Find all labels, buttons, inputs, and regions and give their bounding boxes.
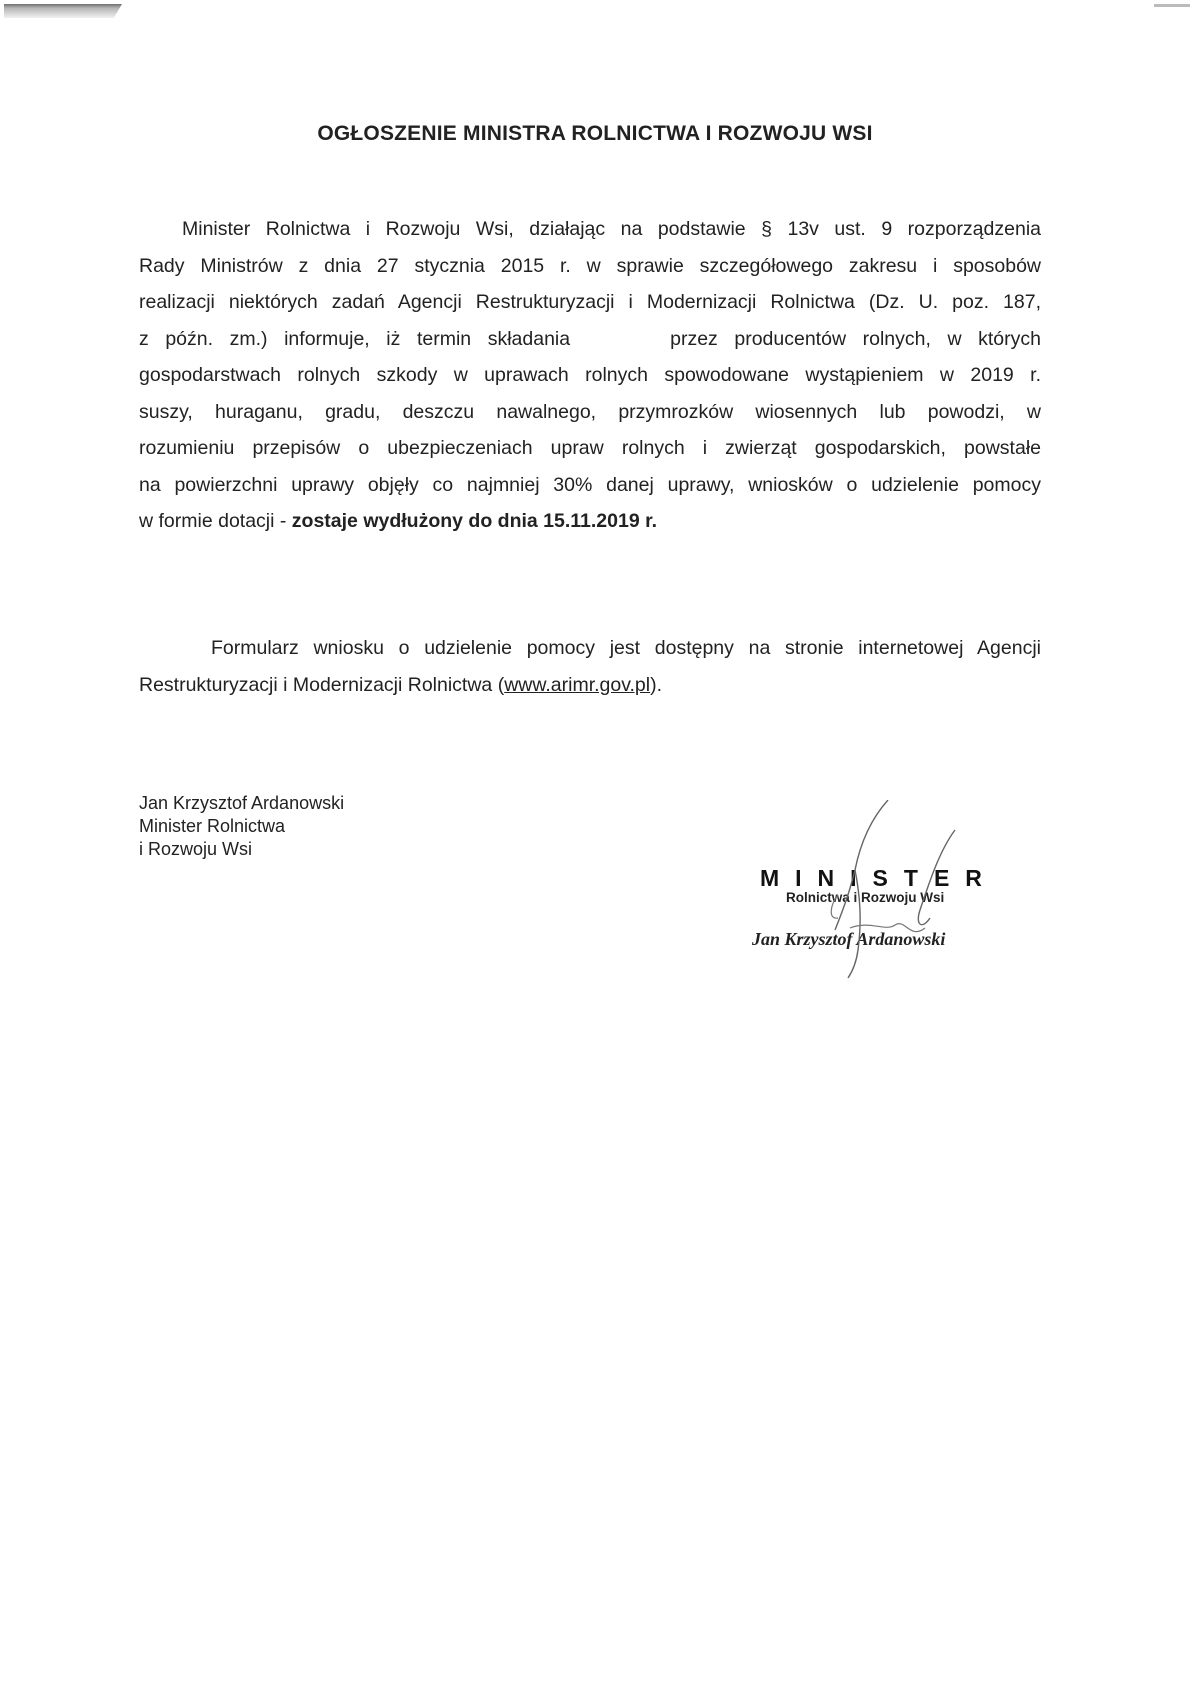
paragraph-line-part: w formie dotacji - [139,510,292,532]
paragraph-line-final [139,503,1041,540]
stamp-subtitle: Rolnictwa i Rozwoju Wsi [786,890,945,905]
paragraph-line: gospodarstwach rolnych szkody w uprawach rolnych spowodowane wystąpieniem w 2019 r. [139,364,1041,386]
paragraph-line: Formularz wniosku o udzielenie pomocy jest dostępny na stronie internetowej Agencji [211,637,1041,659]
document-title: OGŁOSZENIE MINISTRA ROLNICTWA I ROZWOJU WSI [317,122,873,145]
scan-edge-shadow [4,4,122,18]
minister-stamp [752,865,1020,950]
signatory-name: Jan Krzysztof Ardanowski [139,793,345,813]
paragraph-line-with-gap [139,321,1041,358]
signatory-role: i Rozwoju Wsi [139,839,253,859]
paragraph-line: na powierzchni uprawy objęły co najmniej 30% danej uprawy, wniosków o udzielenie pomocy [139,473,1041,496]
form-info-paragraph [139,630,1041,703]
paragraph-line [139,667,1041,704]
paragraph-line: Minister Rolnictwa i Rozwoju Wsi, działając na podstawie § 13v ust. 9 rozporządzenia [182,218,1041,240]
paragraph-line-part: z późn. zm.) informuje, iż termin składania [139,327,571,350]
paragraph-line: rozumieniu przepisów o ubezpieczeniach upraw rolnych i zwierząt gospodarskich, powstałe [139,437,1041,459]
paragraph-line-part: przez producentów rolnych, w których [670,327,1041,350]
announcement-paragraph [139,211,1041,540]
paragraph-line: Rady Ministrów z dnia 27 stycznia 2015 r. w sprawie szczegółowego zakresu i sposobów [139,254,1041,277]
paragraph-line: suszy, huraganu, gradu, deszczu nawalnego, przymrozków wiosennych lub powodzi, w [139,400,1041,423]
signatory-role: Minister Rolnictwa [139,816,286,836]
paragraph-line: realizacji niektórych zadań Agencji Restrukturyzacji i Modernizacji Rolnictwa (Dz. U. poz. 187, [139,291,1041,313]
arimr-website-link[interactable]: www.arimr.gov.pl [504,673,651,696]
stamp-title: MINISTER [760,865,998,891]
stamp-name: Jan Krzysztof Ardanowski [752,929,946,949]
deadline-extension-text: zostaje wydłużony do dnia 15.11.2019 r. [291,510,658,532]
paragraph-line-part: ). [650,673,663,696]
signatory-block [139,792,344,861]
scan-edge-mark [1154,4,1190,7]
paragraph-line-part: Restrukturyzacji i Modernizacji Rolnictwa ( [139,673,505,696]
